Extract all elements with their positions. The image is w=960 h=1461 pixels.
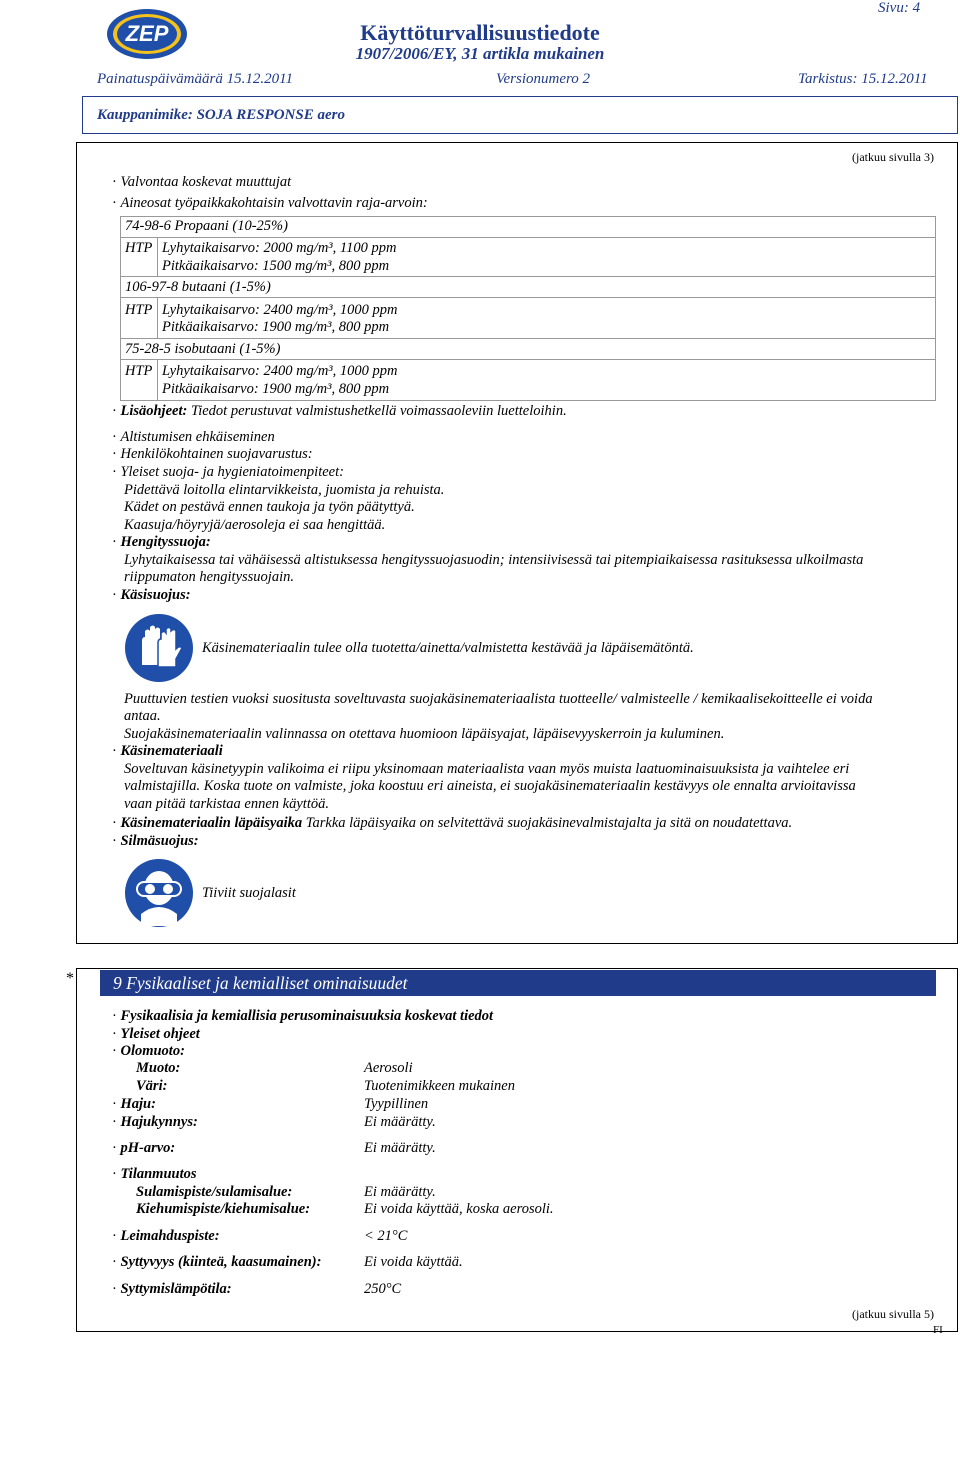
long-term-limit: Pitkäaikaisarvo: 1900 mg/m³, 800 ppm	[162, 319, 390, 335]
property-label: · Haju:	[112, 1096, 156, 1113]
substance-name: 75-28-5 isobutaani (1-5%)	[125, 341, 281, 357]
table-divider	[120, 237, 936, 238]
table-divider	[157, 297, 158, 338]
property-value: Ei voida käyttää.	[364, 1254, 463, 1270]
limit-type: HTP	[125, 240, 153, 256]
exposure-control-heading: · Altistumisen ehkäiseminen	[112, 429, 275, 446]
hygiene-line: Pidettävä loitolla elintarvikkeista, juomista ja rehuista.	[124, 482, 445, 498]
property-label: Kiehumispiste/kiehumisalue:	[136, 1201, 311, 1217]
short-term-limit: Lyhytaikaisarvo: 2400 mg/m³, 1000 ppm	[162, 302, 398, 318]
version-number: Versionumero 2	[496, 71, 591, 87]
hygiene-line: Kaasuja/höyryjä/aerosoleja ei saa hengittää.	[124, 517, 386, 533]
hand-text: Puuttuvien testien vuoksi suositusta soveltuvasta suojakäsinemateriaalista tuotteelle/ valmisteelle / kemikaalisekoitteelle ei voida	[124, 691, 873, 707]
components-heading: · Aineosat työpaikkakohtaisin valvottavin raja-arvoin:	[112, 195, 428, 212]
respiratory-text: Lyhytaikaisessa tai vähäisessä altistuksessa hengityssuojasuodin; intensiivisessä tai pitempiaikaisessa rasituksessa ulkoilmasta	[124, 552, 864, 568]
property-label: · Leimahduspiste:	[112, 1228, 220, 1245]
continued-to: (jatkuu sivulla 5)	[852, 1307, 934, 1321]
revision-date: Tarkistus: 15.12.2011	[798, 71, 928, 87]
property-label: · pH-arvo:	[112, 1140, 175, 1157]
additional-info-label: Lisäohjeet:	[120, 403, 188, 419]
ppe-heading: · Henkilökohtainen suojavarustus:	[112, 446, 313, 463]
respiratory-heading: · Hengityssuoja:	[112, 534, 211, 551]
hand-icon-text: Käsinemateriaalin tulee olla tuotetta/ainetta/valmistetta kestävää ja läpäisemätöntä.	[202, 640, 694, 656]
substance-name: 106-97-8 butaani (1-5%)	[125, 279, 271, 295]
property-label: · Hajukynnys:	[112, 1114, 198, 1131]
property-value: < 21°C	[364, 1228, 408, 1244]
continued-from: (jatkuu sivulla 3)	[852, 150, 934, 164]
table-divider	[120, 297, 936, 298]
change-marker: *	[66, 970, 74, 987]
document-subtitle: 1907/2006/EY, 31 artikla mukainen	[355, 44, 605, 63]
exposure-heading: · Valvontaa koskevat muuttujat	[112, 174, 291, 191]
language-code: FI	[933, 1324, 943, 1336]
glove-material-heading: · Käsinemateriaali	[112, 743, 223, 760]
penetration-time	[112, 815, 792, 832]
additional-info	[112, 403, 567, 420]
hygiene-line: Kädet on pestävä ennen taukoja ja työn päätyttyä.	[124, 499, 415, 515]
property-value: Ei määrätty.	[364, 1140, 436, 1156]
property-value: 250°C	[364, 1281, 402, 1297]
respiratory-text: riippumaton hengityssuojain.	[124, 569, 294, 585]
limit-type: HTP	[125, 363, 153, 379]
goggles-icon	[124, 858, 194, 928]
property-value: Aerosoli	[364, 1060, 413, 1076]
general-heading: · Yleiset ohjeet	[112, 1026, 200, 1043]
hand-text: Suojakäsinemateriaalin valinnassa on otettava huomioon läpäisyajat, läpäisevyyskerroin ja kuluminen.	[124, 726, 725, 742]
appearance-heading: · Olomuoto:	[112, 1043, 185, 1060]
table-divider	[157, 237, 158, 276]
substance-name: 74-98-6 Propaani (10-25%)	[125, 218, 288, 234]
penetration-text: Tarkka läpäisyaika on selvitettävä suojakäsinevalmistajalta ja sitä on noudatettava.	[305, 815, 793, 831]
basic-info-heading: · Fysikaalisia ja kemiallisia perusominaisuuksia koskevat tiedot	[112, 1008, 493, 1025]
additional-info-text: Tiedot perustuvat valmistushetkellä voimassaoleviin luetteloihin.	[190, 403, 567, 419]
property-value: Ei määrätty.	[364, 1114, 436, 1130]
print-date: Painatuspäivämäärä 15.12.2011	[97, 71, 293, 87]
gloves-icon	[124, 613, 194, 683]
trade-name-box	[82, 96, 958, 134]
glove-material-text: Soveltuvan käsinetyypin valikoima ei riipu yksinomaan materiaalista vaan myös muista laatuominaisuuksista ja vaihtelee eri	[124, 761, 850, 777]
short-term-limit: Lyhytaikaisarvo: 2400 mg/m³, 1000 ppm	[162, 363, 398, 379]
hygiene-heading: · Yleiset suoja- ja hygieniatoimenpiteet:	[112, 464, 344, 481]
long-term-limit: Pitkäaikaisarvo: 1900 mg/m³, 800 ppm	[162, 381, 390, 397]
table-divider	[120, 359, 936, 360]
property-value: Tyypillinen	[364, 1096, 429, 1112]
property-value: Ei voida käyttää, koska aerosoli.	[364, 1201, 554, 1217]
section-9-title: 9 Fysikaaliset ja kemialliset ominaisuudet	[100, 970, 936, 996]
eye-protection-heading: · Silmäsuojus:	[112, 833, 199, 850]
page-number: Sivu: 4	[878, 0, 921, 16]
table-divider	[120, 338, 936, 339]
eye-icon-text: Tiiviit suojalasit	[202, 885, 296, 901]
property-label: · Tilanmuutos	[112, 1166, 197, 1183]
document-title: Käyttöturvallisuustiedote	[360, 20, 600, 45]
hand-protection-heading: · Käsisuojus:	[112, 587, 191, 604]
property-label: Muoto:	[136, 1060, 181, 1076]
logo-text: ZEP	[125, 21, 169, 46]
long-term-limit: Pitkäaikaisarvo: 1500 mg/m³, 800 ppm	[162, 258, 390, 274]
glove-material-text: vaan pitää tarkistaa ennen käyttöä.	[124, 796, 329, 812]
table-divider	[157, 359, 158, 401]
property-label: · Syttymislämpötila:	[112, 1281, 232, 1298]
penetration-label: Käsinemateriaalin läpäisyaika	[120, 815, 303, 831]
property-label: · Syttyvyys (kiinteä, kaasumainen):	[112, 1254, 321, 1271]
limit-type: HTP	[125, 302, 153, 318]
table-divider	[120, 276, 936, 277]
glove-material-text: valmistajilla. Koska tuote on valmiste, joka koostuu eri aineista, ei suojakäsinemateriaalin kestävyys ole ennalta arvioitavissa	[124, 778, 856, 794]
property-value: Ei määrätty.	[364, 1184, 436, 1200]
short-term-limit: Lyhytaikaisarvo: 2000 mg/m³, 1100 ppm	[162, 240, 397, 256]
property-value: Tuotenimikkeen mukainen	[364, 1078, 515, 1094]
hand-text: antaa.	[124, 708, 161, 724]
property-label: Väri:	[136, 1078, 168, 1094]
trade-name: Kauppanimike: SOJA RESPONSE aero	[97, 107, 345, 123]
property-label: Sulamispiste/sulamisalue:	[136, 1184, 293, 1200]
